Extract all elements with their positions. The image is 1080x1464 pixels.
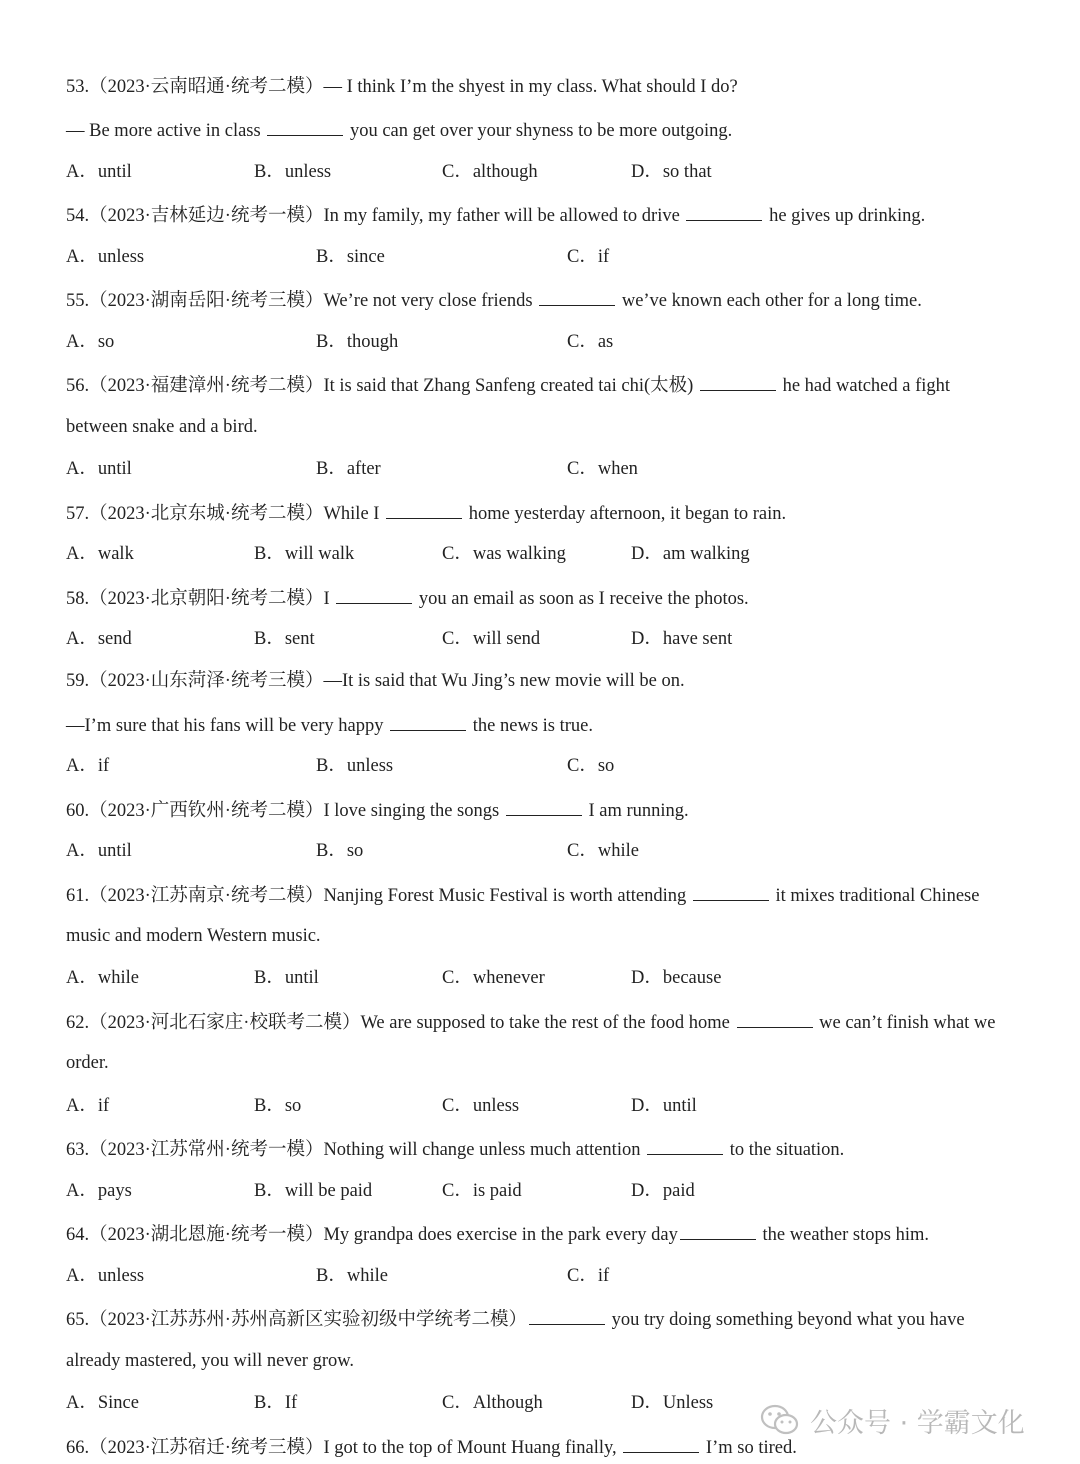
- question-text: we can’t finish what we: [814, 1013, 996, 1033]
- option-b[interactable]: B．since: [316, 247, 385, 267]
- question-text: 55.（2023·湖南岳阳·统考三模）We’re not very close friends: [66, 291, 538, 311]
- option-d[interactable]: D．am walking: [631, 544, 750, 564]
- question-text: between snake and a bird.: [66, 417, 258, 437]
- question-text: you try doing something beyond what you have: [606, 1310, 965, 1330]
- question-text: I’m so tired.: [701, 1438, 797, 1458]
- option-c[interactable]: C．as: [567, 332, 614, 352]
- options-row: [66, 751, 1026, 781]
- watermark-text: 公众号 · 学霸文化: [810, 1407, 1025, 1439]
- answer-blank[interactable]: [680, 1218, 756, 1240]
- question-text: 57.（2023·北京东城·统考二模）While I: [66, 504, 385, 524]
- question-text: the news is true.: [468, 716, 593, 736]
- answer-blank[interactable]: [506, 794, 582, 816]
- answer-blank[interactable]: [700, 369, 776, 391]
- question-text: to the situation.: [725, 1140, 845, 1160]
- option-a[interactable]: A．until: [66, 162, 132, 182]
- option-c[interactable]: C．if: [567, 247, 610, 267]
- answer-blank[interactable]: [267, 114, 343, 136]
- question-text: already mastered, you will never grow.: [66, 1351, 355, 1371]
- question-text: 60.（2023·广西钦州·统考二模）I love singing the songs: [66, 801, 504, 821]
- question-stem-continued: [66, 921, 1026, 951]
- options-row: [66, 454, 1026, 484]
- option-a[interactable]: A．so: [66, 332, 115, 352]
- question-stem: [66, 794, 1026, 824]
- answer-blank[interactable]: [539, 284, 615, 306]
- option-b[interactable]: B．until: [254, 968, 319, 988]
- answer-blank[interactable]: [390, 709, 466, 731]
- answer-blank[interactable]: [647, 1133, 723, 1155]
- question-text: you can get over your shyness to be more outgoing.: [345, 121, 733, 141]
- option-b[interactable]: B．while: [316, 1266, 388, 1286]
- question-text: 56.（2023·福建漳州·统考二模）It is said that Zhang Sanfeng created tai chi(太极): [66, 376, 698, 396]
- question-text: it mixes traditional Chinese: [770, 886, 980, 906]
- question-text: 65.（2023·江苏苏州·苏州高新区实验初级中学统考二模）: [66, 1310, 527, 1330]
- question-text: he had watched a fight: [777, 376, 951, 396]
- question-stem: [66, 369, 1026, 399]
- question-stem: [66, 1006, 1026, 1036]
- option-d[interactable]: D．so that: [631, 162, 712, 182]
- options-row: [66, 327, 1026, 357]
- option-c[interactable]: C．although: [442, 162, 538, 182]
- option-b[interactable]: B．will walk: [254, 544, 355, 564]
- question-text: 63.（2023·江苏常州·统考一模）Nothing will change unless much attention: [66, 1140, 646, 1160]
- question-text: you an email as soon as I receive the photos.: [414, 589, 749, 609]
- option-a[interactable]: A．if: [66, 756, 110, 776]
- option-a[interactable]: A．unless: [66, 247, 145, 267]
- option-b[interactable]: B．sent: [254, 629, 315, 649]
- question-stem: [66, 582, 1026, 612]
- option-b[interactable]: B．If: [254, 1393, 298, 1413]
- option-d[interactable]: D．until: [631, 1096, 697, 1116]
- question-text: 58.（2023·北京朝阳·统考二模）I: [66, 589, 335, 609]
- question-text: the weather stops him.: [757, 1225, 929, 1245]
- option-a[interactable]: A．until: [66, 459, 132, 479]
- option-c[interactable]: C．Although: [442, 1393, 543, 1413]
- option-b[interactable]: B．unless: [316, 756, 394, 776]
- option-a[interactable]: A．until: [66, 841, 132, 861]
- question-stem: [66, 284, 1026, 314]
- options-row: [66, 242, 1026, 272]
- question-text: —I’m sure that his fans will be very happy: [66, 716, 389, 736]
- question-text: 54.（2023·吉林延边·统考一模）In my family, my father will be allowed to drive: [66, 206, 685, 226]
- watermark: [760, 1400, 1025, 1440]
- question-stem: [66, 1303, 1026, 1333]
- question-text: we’ve known each other for a long time.: [617, 291, 922, 311]
- question-text: music and modern Western music.: [66, 926, 321, 946]
- options-row: [66, 1091, 1026, 1121]
- option-b[interactable]: B．after: [316, 459, 381, 479]
- question-text: 59.（2023·山东菏泽·统考三模）—It is said that Wu Jing’s new movie will be on.: [66, 671, 685, 691]
- options-row: [66, 1176, 1026, 1206]
- question-text: I am running.: [583, 801, 689, 821]
- option-d[interactable]: D．paid: [631, 1181, 695, 1201]
- question-stem: [66, 199, 1026, 229]
- answer-blank[interactable]: [623, 1431, 699, 1453]
- answer-blank[interactable]: [693, 879, 769, 901]
- option-b[interactable]: B．so: [254, 1096, 302, 1116]
- option-c[interactable]: C．is paid: [442, 1181, 522, 1201]
- question-text: order.: [66, 1053, 109, 1073]
- option-d[interactable]: D．have sent: [631, 629, 733, 649]
- question-stem: [66, 497, 1026, 527]
- options-row: [66, 836, 1026, 866]
- answer-blank[interactable]: [737, 1006, 813, 1028]
- wechat-icon: [760, 1403, 800, 1437]
- question-text: he gives up drinking.: [764, 206, 926, 226]
- option-d[interactable]: D．because: [631, 968, 722, 988]
- question-text: 64.（2023·湖北恩施·统考一模）My grandpa does exercise in the park every day: [66, 1225, 678, 1245]
- question-stem-continued: [66, 709, 1026, 739]
- option-a[interactable]: A．if: [66, 1096, 110, 1116]
- question-stem: [66, 72, 1026, 102]
- option-a[interactable]: A．pays: [66, 1181, 132, 1201]
- question-stem: [66, 1133, 1026, 1163]
- answer-blank[interactable]: [336, 582, 412, 604]
- question-text: 66.（2023·江苏宿迁·统考三模）I got to the top of Mount Huang finally,: [66, 1438, 622, 1458]
- question-stem: [66, 1218, 1026, 1248]
- question-stem: [66, 879, 1026, 909]
- question-stem-continued: [66, 412, 1026, 442]
- question-stem: [66, 666, 1026, 696]
- option-a[interactable]: A．while: [66, 968, 139, 988]
- options-row: [66, 539, 1026, 569]
- answer-blank[interactable]: [386, 497, 462, 519]
- option-c[interactable]: C．unless: [442, 1096, 520, 1116]
- option-c[interactable]: C．will send: [442, 629, 541, 649]
- options-row: [66, 1261, 1026, 1291]
- option-b[interactable]: B．so: [316, 841, 364, 861]
- option-b[interactable]: B．though: [316, 332, 399, 352]
- option-a[interactable]: A．Since: [66, 1393, 139, 1413]
- option-a[interactable]: A．unless: [66, 1266, 145, 1286]
- option-b[interactable]: B．unless: [254, 162, 332, 182]
- option-c[interactable]: C．if: [567, 1266, 610, 1286]
- option-c[interactable]: C．whenever: [442, 968, 545, 988]
- answer-blank[interactable]: [686, 199, 762, 221]
- options-row: [66, 624, 1026, 654]
- question-stem-continued: [66, 114, 1026, 144]
- option-c[interactable]: C．while: [567, 841, 639, 861]
- options-row: [66, 157, 1026, 187]
- option-b[interactable]: B．will be paid: [254, 1181, 373, 1201]
- question-text: 62.（2023·河北石家庄·校联考二模）We are supposed to take the rest of the food home: [66, 1013, 735, 1033]
- question-text: 61.（2023·江苏南京·统考二模）Nanjing Forest Music Festival is worth attending: [66, 886, 691, 906]
- option-c[interactable]: C．so: [567, 756, 615, 776]
- answer-blank[interactable]: [529, 1303, 605, 1325]
- question-stem-continued: [66, 1346, 1026, 1376]
- option-c[interactable]: C．when: [567, 459, 638, 479]
- option-d[interactable]: D．Unless: [631, 1393, 714, 1413]
- question-text: 53.（2023·云南昭通·统考二模）— I think I’m the shyest in my class. What should I do?: [66, 77, 738, 97]
- option-a[interactable]: A．send: [66, 629, 132, 649]
- option-c[interactable]: C．was walking: [442, 544, 566, 564]
- question-stem-continued: [66, 1048, 1026, 1078]
- question-text: — Be more active in class: [66, 121, 266, 141]
- options-row: [66, 963, 1026, 993]
- option-a[interactable]: A．walk: [66, 544, 134, 564]
- question-text: home yesterday afternoon, it began to rain.: [464, 504, 787, 524]
